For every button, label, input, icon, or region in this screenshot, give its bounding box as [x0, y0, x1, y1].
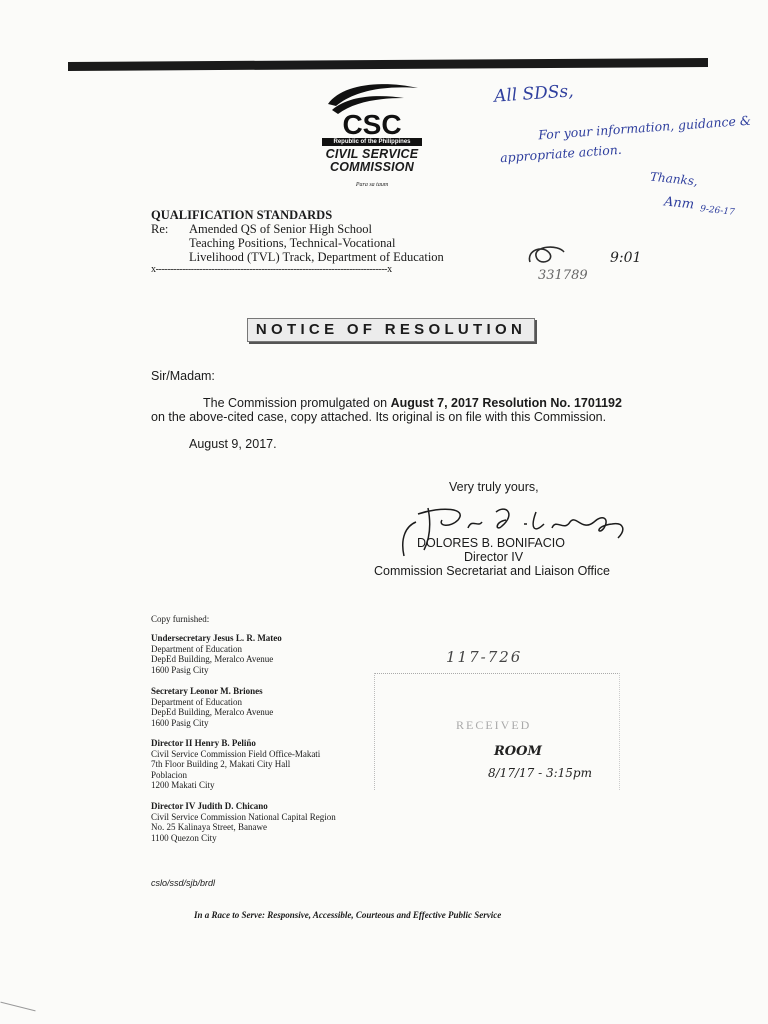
- scan-mark: [0, 1002, 35, 1012]
- body-line-1: [203, 396, 622, 410]
- handwritten-note-date: 9-26-17: [699, 204, 736, 218]
- cc-recipient-2: [151, 686, 273, 728]
- stamp-room: ROOM: [494, 744, 542, 759]
- letter-date: August 9, 2017.: [189, 437, 277, 451]
- logo-line2: COMMISSION: [330, 160, 414, 174]
- logo-tagline: Para sa taum: [355, 182, 389, 188]
- stamp-received-label: RECEIVED: [456, 718, 532, 732]
- signatory-office: Commission Secretariat and Liaison Office: [374, 564, 610, 578]
- stamp-number: 117-726: [446, 648, 523, 666]
- closing-phrase: Very truly yours,: [449, 480, 539, 494]
- csc-swoosh-icon: [322, 80, 422, 138]
- cc-recipient-name: Secretary Leonor M. Briones: [151, 686, 263, 696]
- re-line-2: Teaching Positions, Technical-Vocational: [189, 236, 396, 250]
- cc-recipient-name: Director II Henry B. Peliño: [151, 738, 256, 748]
- logo-mark: CSC: [342, 109, 402, 138]
- cc-recipient-1: [151, 633, 282, 675]
- cc-recipient-name: Director IV Judith D. Chicano: [151, 801, 268, 811]
- cc-recipient-line: 1600 Pasig City: [151, 717, 209, 728]
- resolution-date: August 7, 2017: [390, 396, 479, 410]
- handwritten-line3: appropriate action.: [499, 141, 623, 166]
- handwritten-time: 9:01: [610, 250, 642, 266]
- handwritten-line2: For your information, guidance &: [537, 112, 752, 143]
- handwritten-ref-number: 331789: [538, 268, 588, 283]
- handwritten-initials: Anm: [663, 194, 695, 213]
- footer-motto: In a Race to Serve: Responsive, Accessible, Courteous and Effective Public Service: [194, 910, 502, 920]
- subject-separator: x-------------------------------------------------------------------------------x: [151, 264, 392, 275]
- resolution-number: Resolution No. 1701192: [482, 396, 622, 410]
- cc-recipient-line: 1100 Quezon City: [151, 832, 217, 843]
- notice-title: NOTICE OF RESOLUTION: [247, 318, 535, 342]
- cc-recipient-3: [151, 738, 320, 791]
- body-line-2: on the above-cited case, copy attached. Its original is on file with this Commission.: [151, 410, 607, 424]
- logo-title: [316, 148, 428, 174]
- signatory-name: DOLORES B. BONIFACIO: [417, 536, 565, 550]
- csc-logo: [322, 80, 422, 190]
- handwritten-salutation: All SDSs,: [493, 81, 575, 107]
- cc-recipient-4: [151, 801, 336, 843]
- top-rule: [68, 58, 708, 71]
- cc-recipient-line: 1200 Makati City: [151, 780, 215, 790]
- re-line-3: Livelihood (TVL) Track, Department of Education: [189, 250, 444, 264]
- stamp-received-date: 8/17/17 - 3:15pm: [488, 766, 592, 780]
- cc-recipient-line: 1600 Pasig City: [151, 664, 209, 675]
- salutation: Sir/Madam:: [151, 369, 215, 383]
- signatory-position: Director IV: [464, 550, 524, 564]
- copy-furnished-label: Copy furnished:: [151, 614, 210, 624]
- cc-recipient-name: Undersecretary Jesus L. R. Mateo: [151, 633, 282, 643]
- cc-recipient-line: DepEd Building, Meralco Avenue: [151, 654, 274, 664]
- cc-recipient-line: DepEd Building, Meralco Avenue: [151, 707, 274, 717]
- logo-republic: Republic of the Philippines: [322, 138, 422, 146]
- body-line-1-prefix: The Commission promulgated on: [203, 396, 391, 410]
- re-label: Re:: [151, 222, 169, 236]
- cc-recipient-line: Poblacion: [151, 769, 187, 780]
- cc-recipient-line: 7th Floor Building 2, Makati City Hall: [151, 759, 291, 769]
- cc-recipient-line: Civil Service Commission National Capital Region: [151, 811, 336, 822]
- cc-recipient-line: Department of Education: [151, 643, 242, 654]
- cc-recipient-line: No. 25 Kalinaya Street, Banawe: [151, 822, 267, 832]
- qs-title: QUALIFICATION STANDARDS: [151, 208, 333, 222]
- handwritten-thanks: Thanks,: [649, 169, 699, 189]
- cc-recipient-line: Civil Service Commission Field Office-Makati: [151, 748, 321, 759]
- logo-line1: CIVIL SERVICE: [325, 147, 419, 161]
- initials-scribble-icon: [524, 240, 572, 270]
- re-line-1: Amended QS of Senior High School: [189, 222, 372, 236]
- cc-recipient-line: Department of Education: [151, 696, 242, 707]
- file-code: cslo/ssd/sjb/brdl: [151, 878, 216, 888]
